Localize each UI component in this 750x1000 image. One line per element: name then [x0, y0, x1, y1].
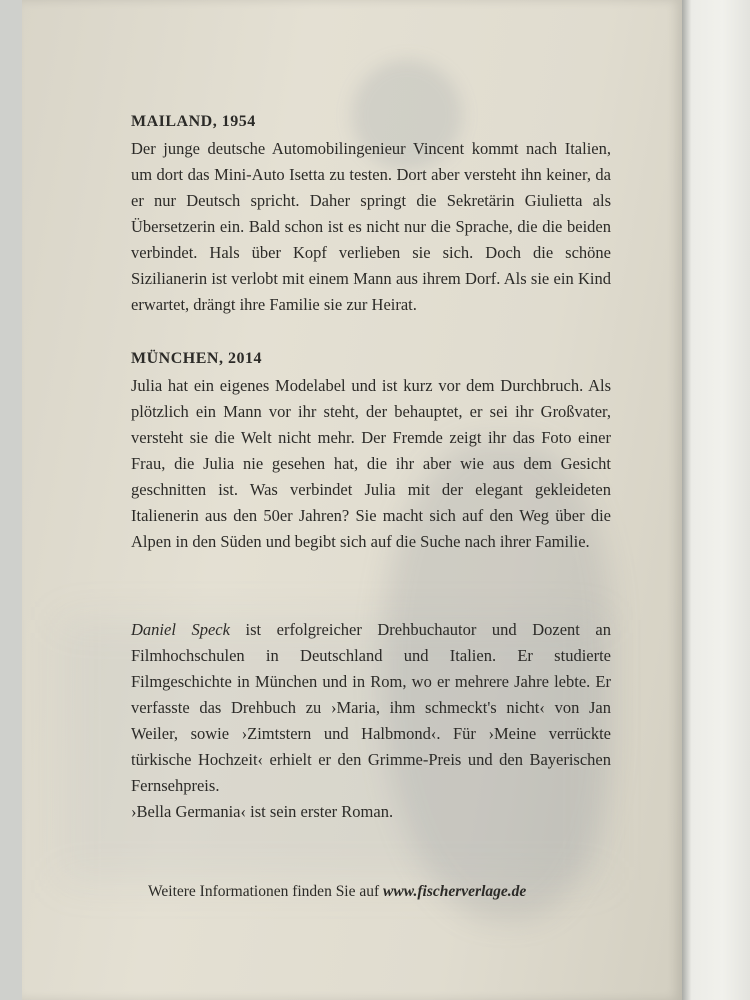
footer-note	[148, 883, 628, 901]
bio-text: ist erfolgreicher Drehbuchautor und Dozent an Filmhochschulen in Deutschland und Italien. Er studierte Filmgeschichte in München und in Rom, wo er mehrere Jahre lebte. Er verfasste das Drehbuch zu ›Maria, ihm schmeckt's nicht‹ von Jan Weiler, sowie ›Zimtstern und Halbmond‹. Für ›Meine verrückte türkische Hochzeit‹ erhielt er den Grimme-Preis und den Bayerischen Fernsehpreis.	[131, 620, 611, 795]
section-heading: MAILAND, 1954	[131, 113, 256, 130]
bio-paragraph	[131, 617, 611, 799]
bio-closing: ›Bella Germania‹ ist sein erster Roman.	[131, 802, 394, 821]
page-text	[131, 110, 611, 825]
section-mailand	[131, 110, 611, 318]
author-bio	[131, 617, 611, 825]
section-muenchen	[131, 347, 611, 555]
publisher-url: www.fischerverlage.de	[383, 883, 527, 900]
author-name: Daniel Speck	[131, 620, 230, 639]
section-heading: MÜNCHEN, 2014	[131, 350, 262, 367]
page-edge	[682, 0, 750, 1000]
footer-text: Weitere Informationen finden Sie auf	[148, 883, 380, 900]
section-paragraph: Der junge deutsche Automobilingenieur Vincent kommt nach Italien, um dort das Mini-Auto Isetta zu testen. Dort aber versteht ihn keiner, da er nur Deutsch spricht. Daher springt die Sekretärin Giulietta als Übersetzerin ein. Bald schon ist es nicht nur die Sprache, die die beiden verbindet. Hals über Kopf verlieben sie sich. Doch die schöne Sizilianerin ist verlobt mit einem Mann aus ihrem Dorf. Als sie ein Kind erwartet, drängt ihre Familie sie zur Heirat.	[131, 139, 611, 314]
section-paragraph: Julia hat ein eigenes Modelabel und ist kurz vor dem Durchbruch. Als plötzlich ein Mann vor ihr steht, der behauptet, er sei ihr Großvater, versteht sie die Welt nicht mehr. Der Fremde zeigt ihr das Foto einer Frau, die Julia nie gesehen hat, die ihr aber wie aus dem Gesicht geschnitten ist. Was verbindet Julia mit der elegant gekleideten Italienerin aus den 50er Jahren? Sie macht sich auf den Weg über die Alpen in den Süden und begibt sich auf die Suche nach ihrer Familie.	[131, 376, 611, 551]
